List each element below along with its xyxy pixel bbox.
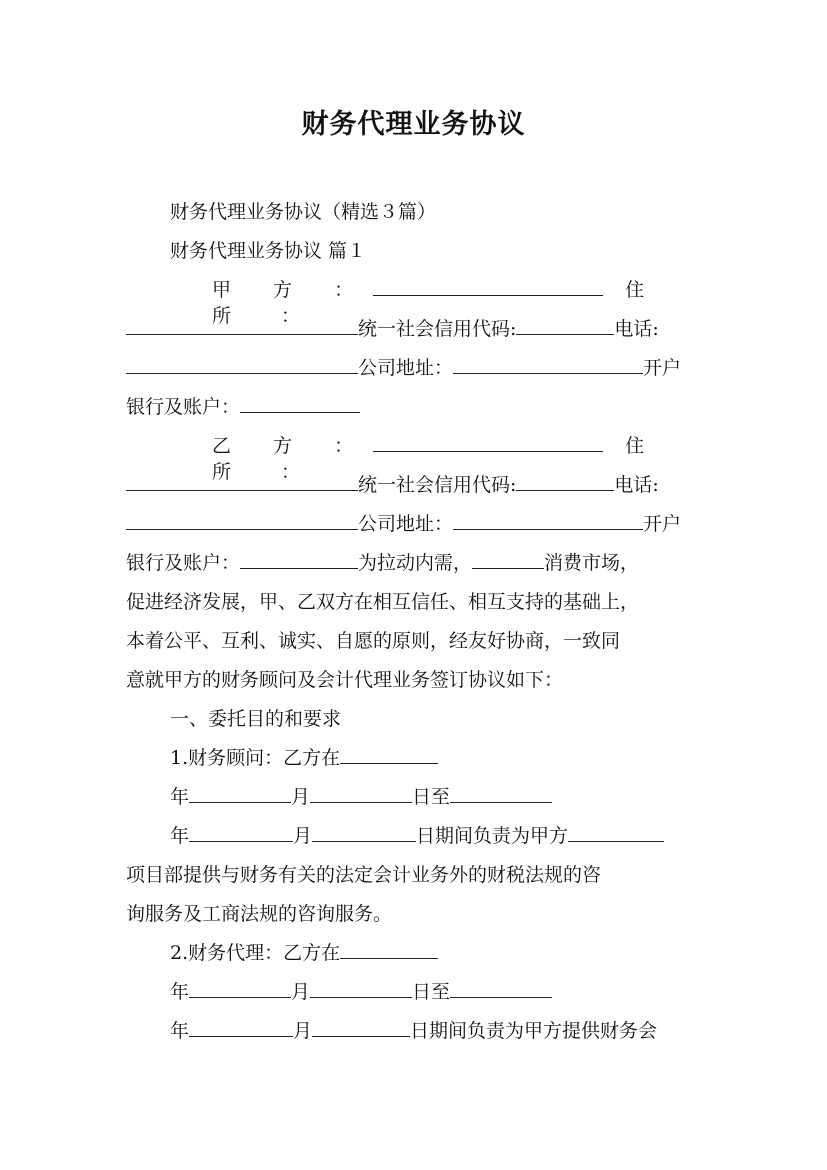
month-label: 月 bbox=[293, 825, 313, 847]
address-blank bbox=[453, 511, 643, 530]
item1-period-line bbox=[170, 823, 706, 849]
item1-line4: 项目部提供与财务有关的法定会计业务外的财税法规的咨 bbox=[126, 864, 602, 886]
month-blank bbox=[310, 979, 412, 998]
bank-blank bbox=[240, 550, 358, 569]
address-blank bbox=[453, 355, 643, 374]
credit-code-blank bbox=[516, 472, 614, 491]
month-blank bbox=[310, 784, 412, 803]
bank-blank bbox=[240, 394, 360, 413]
year-blank bbox=[189, 1018, 293, 1037]
intro-part2: 消费市场， bbox=[544, 552, 640, 574]
month-blank bbox=[312, 1018, 410, 1037]
year-blank bbox=[189, 979, 291, 998]
item1-line5: 询服务及工商法规的咨询服务。 bbox=[126, 903, 393, 925]
item2-lead-line bbox=[170, 940, 706, 966]
period-end-label: 日期间负责为甲方提供财务会 bbox=[410, 1020, 658, 1042]
year-label: 年 bbox=[170, 981, 190, 1003]
party-b-label: 乙 方 ： bbox=[212, 435, 372, 457]
party-b-address-line bbox=[126, 511, 706, 537]
item2-period-line bbox=[170, 1018, 706, 1044]
day-to-label: 日至 bbox=[412, 981, 451, 1003]
year-blank bbox=[189, 823, 293, 842]
item1-lead-line bbox=[170, 745, 706, 771]
bank-label-start: 开户 bbox=[643, 357, 682, 379]
credit-code-label: 统一社会信用代码: bbox=[358, 474, 517, 496]
residence-blank bbox=[126, 472, 358, 491]
item2-date-line bbox=[170, 979, 706, 1005]
subtitle: 财务代理业务协议（精选３篇） bbox=[170, 201, 437, 223]
party-a-label: 甲 方 ： bbox=[212, 279, 372, 301]
party-b-bank-line bbox=[126, 550, 706, 576]
month-label: 月 bbox=[291, 786, 311, 808]
document-title: 财务代理业务协议 bbox=[301, 109, 526, 140]
phone-label: 电话: bbox=[614, 474, 659, 496]
year-label: 年 bbox=[170, 1020, 190, 1042]
credit-code-blank bbox=[516, 316, 614, 335]
phone-blank bbox=[126, 511, 358, 530]
party-b-blank bbox=[373, 433, 603, 452]
end-year-blank bbox=[450, 979, 552, 998]
party-a-code-line bbox=[126, 316, 706, 342]
residence-blank bbox=[126, 316, 358, 335]
credit-code-label: 统一社会信用代码: bbox=[358, 318, 517, 340]
month-label: 月 bbox=[293, 1020, 313, 1042]
intro-line2: 促进经济发展，甲、乙双方在相互信任、相互支持的基础上， bbox=[126, 591, 640, 613]
phone-blank bbox=[126, 355, 358, 374]
section-heading: 财务代理业务协议 篇１ bbox=[170, 240, 367, 262]
item1-date-line bbox=[170, 784, 706, 810]
phone-label: 电话: bbox=[614, 318, 659, 340]
project-blank bbox=[568, 823, 664, 842]
party-b-residence-label: 住 所 ： bbox=[212, 435, 667, 483]
year-label: 年 bbox=[170, 786, 190, 808]
end-year-blank bbox=[450, 784, 552, 803]
period-end-label: 日期间负责为甲方 bbox=[416, 825, 569, 847]
item2-lead: 2.财务代理：乙方在 bbox=[170, 942, 341, 964]
party-a-bank-line bbox=[126, 394, 706, 420]
day-to-label: 日至 bbox=[412, 786, 451, 808]
party-a-address-line bbox=[126, 355, 706, 381]
bank-label-end: 银行及账户： bbox=[126, 396, 241, 418]
address-label: 公司地址： bbox=[358, 513, 454, 535]
intro-part1: 为拉动内需， bbox=[358, 552, 473, 574]
year-label: 年 bbox=[170, 825, 190, 847]
item1-start-blank bbox=[340, 745, 438, 764]
clause1-heading: 一、委托目的和要求 bbox=[170, 708, 342, 730]
bank-label-end: 银行及账户： bbox=[126, 552, 241, 574]
intro-line3: 本着公平、互利、诚实、自愿的原则，经友好协商，一致同 bbox=[126, 630, 621, 652]
party-b-code-line bbox=[126, 472, 706, 498]
year-blank bbox=[189, 784, 291, 803]
item1-lead: 1.财务顾问：乙方在 bbox=[170, 747, 341, 769]
bank-label-start: 开户 bbox=[643, 513, 682, 535]
intro-line4: 意就甲方的财务顾问及会计代理业务签订协议如下： bbox=[126, 669, 564, 691]
party-a-blank bbox=[373, 277, 603, 296]
month-blank bbox=[312, 823, 416, 842]
intro-blank bbox=[472, 550, 544, 569]
item2-start-blank bbox=[340, 940, 438, 959]
party-a-residence-label: 住 所 ： bbox=[212, 279, 667, 327]
month-label: 月 bbox=[291, 981, 311, 1003]
address-label: 公司地址： bbox=[358, 357, 454, 379]
